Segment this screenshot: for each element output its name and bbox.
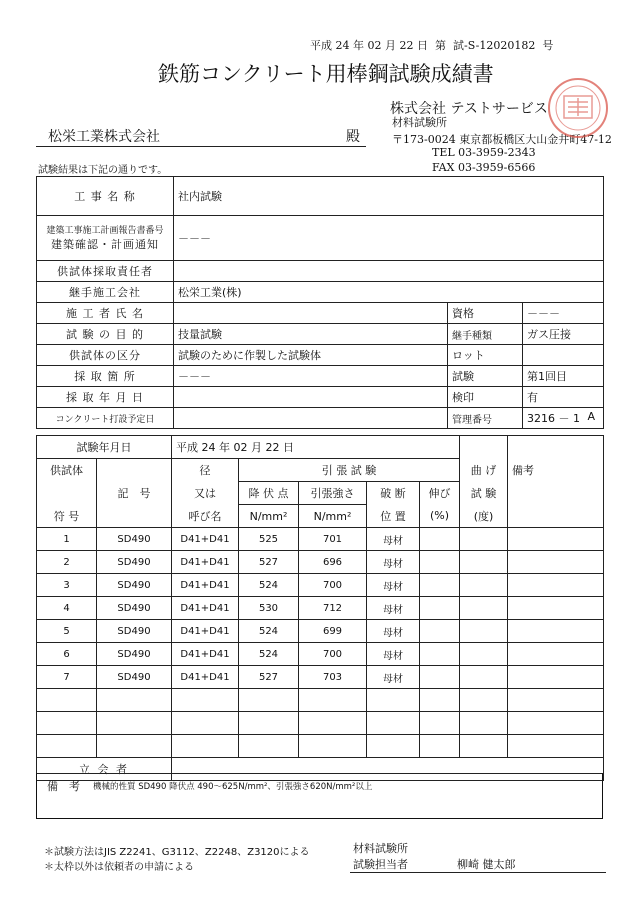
empty-row: [37, 712, 604, 735]
cell-no: 7: [37, 666, 97, 689]
sampling-date-label: 採 取 年 月 日: [37, 387, 174, 408]
cell-bend: [460, 528, 508, 551]
cell-dia: D41+D41: [172, 643, 239, 666]
cell-mark: SD490: [97, 574, 172, 597]
tester-underline: [350, 872, 606, 873]
cell-dia: D41+D41: [172, 574, 239, 597]
joint-company-label: 継手施工会社: [37, 282, 174, 303]
remarks-box: [36, 773, 603, 819]
cell-strength: 701: [299, 528, 367, 551]
table-row: [37, 643, 604, 666]
diameter-header-2: 又は: [172, 482, 239, 505]
diameter-header-1: 径: [172, 459, 239, 482]
info-row-date: [37, 387, 604, 408]
cell-strength: 696: [299, 551, 367, 574]
cell-no: 5: [37, 620, 97, 643]
cell-yield: 524: [239, 574, 299, 597]
document-number: 試-S-12020182: [453, 39, 536, 52]
test-label: 試験: [448, 366, 523, 387]
cell-yield: 530: [239, 597, 299, 620]
cell-elong: [420, 551, 460, 574]
joint-type-label: 継手種類: [448, 324, 523, 345]
cell-elong: [420, 643, 460, 666]
tensile-header: 引 張 試 験: [239, 459, 460, 482]
cell-yield: 527: [239, 551, 299, 574]
seal-value: 有: [523, 387, 604, 408]
info-row-location: [37, 366, 604, 387]
specimen-header-bottom: 符 号: [37, 505, 97, 528]
cell-bend: [460, 666, 508, 689]
test-value: 第1回目: [523, 366, 604, 387]
cell-notes: [508, 666, 604, 689]
cell-break: 母材: [367, 643, 420, 666]
cell-bend: [460, 643, 508, 666]
result-rows: [37, 528, 604, 689]
cell-notes: [508, 597, 604, 620]
cell-yield: 525: [239, 528, 299, 551]
sampler-label: 供試体採取責任者: [37, 261, 174, 282]
pour-date-value: [174, 408, 448, 429]
client-name: 松栄工業株式会社: [48, 129, 160, 145]
specimen-label: 供試体の区分: [37, 345, 174, 366]
table-row: [37, 528, 604, 551]
specimen-value: 試験のために作製した試験体: [174, 345, 448, 366]
cell-no: 6: [37, 643, 97, 666]
specimen-header-top: 供試体: [37, 459, 97, 482]
issuer-company: 株式会社 テストサービス: [390, 101, 548, 117]
cell-bend: [460, 620, 508, 643]
mgmt-no-value: 3216 － 1 A: [523, 408, 604, 429]
cell-mark: SD490: [97, 620, 172, 643]
cell-break: 母材: [367, 574, 420, 597]
cell-notes: [508, 528, 604, 551]
table-row: [37, 666, 604, 689]
header-row-2: [37, 482, 604, 505]
table-row: [37, 551, 604, 574]
issuer-tel: TEL 03-3959-2343: [432, 146, 536, 159]
position-header: 位 置: [367, 505, 420, 528]
cell-no: 2: [37, 551, 97, 574]
info-row-report: [37, 216, 604, 261]
joint-company-value: 松栄工業(株): [174, 282, 604, 303]
qual-value: －－－: [523, 303, 604, 324]
cell-notes: [508, 643, 604, 666]
test-date-label: 試験年月日: [37, 436, 172, 459]
qual-label: 資格: [448, 303, 523, 324]
location-label: 採 取 箇 所: [37, 366, 174, 387]
diameter-header-3: 呼び名: [172, 505, 239, 528]
percent-header: (%): [420, 505, 460, 528]
footer-lab: 材料試験所: [353, 842, 408, 855]
project-name-label: 工 事 名 称: [37, 177, 174, 216]
cell-no: 4: [37, 597, 97, 620]
cell-mark: SD490: [97, 528, 172, 551]
cell-strength: 712: [299, 597, 367, 620]
cell-dia: D41+D41: [172, 597, 239, 620]
cell-strength: 700: [299, 574, 367, 597]
cell-elong: [420, 528, 460, 551]
cell-break: 母材: [367, 597, 420, 620]
worker-value: [174, 303, 448, 324]
lot-label: ロット: [448, 345, 523, 366]
test-results-table: [36, 435, 604, 781]
table-row: [37, 597, 604, 620]
test-date-value: 平成 24 年 02 月 22 日: [172, 436, 460, 459]
cell-bend: [460, 551, 508, 574]
tester-label: 試験担当者: [353, 858, 408, 871]
cell-no: 1: [37, 528, 97, 551]
elongation-header: 伸び: [420, 482, 460, 505]
cell-break: 母材: [367, 666, 420, 689]
info-row-project: [37, 177, 604, 216]
sampler-value: [174, 261, 604, 282]
info-row-pour: [37, 408, 604, 429]
cell-mark: SD490: [97, 643, 172, 666]
intro-text: 試験結果は下記の通りです。: [38, 165, 168, 176]
cell-dia: D41+D41: [172, 666, 239, 689]
purpose-value: 技量試験: [174, 324, 448, 345]
strength-unit: N/mm²: [299, 505, 367, 528]
test-date-row: [37, 436, 604, 459]
yield-header: 降 伏 点: [239, 482, 299, 505]
bend-header-3: (度): [460, 505, 508, 528]
cell-notes: [508, 574, 604, 597]
location-value: －－－: [174, 366, 448, 387]
info-row-worker: [37, 303, 604, 324]
cell-break: 母材: [367, 551, 420, 574]
info-row-specimen: [37, 345, 604, 366]
remarks-text: 機械的性質 SD490 降伏点 490～625N/mm²、引張強さ620N/mm²以上: [93, 782, 373, 792]
cell-mark: SD490: [97, 666, 172, 689]
footer-note-2: ＊太枠以外は依頼者の申請による: [44, 862, 194, 873]
cell-break: 母材: [367, 528, 420, 551]
strength-header: 引張強さ: [299, 482, 367, 505]
pour-date-label: コンクリート打設予定日: [37, 408, 174, 429]
client-honorific: 殿: [346, 129, 360, 145]
sampling-date-value: [174, 387, 448, 408]
cell-elong: [420, 574, 460, 597]
info-row-sampler: [37, 261, 604, 282]
cell-elong: [420, 620, 460, 643]
client-underline: [36, 146, 366, 147]
worker-label: 施 工 者 氏 名: [37, 303, 174, 324]
info-row-joint-company: [37, 282, 604, 303]
report-no-value: －－－: [174, 216, 604, 261]
issuer-fax: FAX 03-3959-6566: [432, 161, 536, 174]
table-row: [37, 620, 604, 643]
cell-dia: D41+D41: [172, 551, 239, 574]
cell-dia: D41+D41: [172, 528, 239, 551]
bend-header-2: 試 験: [460, 482, 508, 505]
header-row-3: [37, 505, 604, 528]
cell-mark: SD490: [97, 597, 172, 620]
notes-header: 備考: [508, 459, 604, 482]
witness-label: 立 会 者: [37, 758, 172, 781]
remarks-label: 備 考: [47, 780, 80, 793]
issuer-address: 〒173-0024 東京都板橋区大山金井町47-12: [392, 133, 612, 146]
cell-yield: 527: [239, 666, 299, 689]
cell-elong: [420, 666, 460, 689]
report-no-label: 建築工事施工計画報告書番号 建築確認・計画通知: [37, 216, 174, 261]
cell-dia: D41+D41: [172, 620, 239, 643]
project-name-value: 社内試験: [174, 177, 604, 216]
lot-value: [523, 345, 604, 366]
info-row-purpose: [37, 324, 604, 345]
project-info-table: [36, 176, 604, 429]
cell-notes: [508, 620, 604, 643]
joint-type-value: ガス圧接: [523, 324, 604, 345]
cell-bend: [460, 597, 508, 620]
break-header: 破 断: [367, 482, 420, 505]
footer-note-1: ＊試験方法はJIS Z2241、G3112、Z2248、Z3120による: [44, 847, 310, 858]
empty-row: [37, 689, 604, 712]
mgmt-no-label: 管理番号: [448, 408, 523, 429]
cell-no: 3: [37, 574, 97, 597]
purpose-label: 試 験 の 目 的: [37, 324, 174, 345]
cell-strength: 699: [299, 620, 367, 643]
cell-yield: 524: [239, 643, 299, 666]
seal-label: 検印: [448, 387, 523, 408]
cell-elong: [420, 597, 460, 620]
company-seal-stamp: [546, 76, 610, 140]
yield-unit: N/mm²: [239, 505, 299, 528]
cell-mark: SD490: [97, 551, 172, 574]
header-row-1: [37, 459, 604, 482]
document-title: 鉄筋コンクリート用棒鋼試験成績書: [158, 62, 494, 86]
cell-strength: 703: [299, 666, 367, 689]
empty-row: [37, 735, 604, 758]
issue-date-line: 平成 24 年 02 月 22 日 第 試-S-12020182 号: [310, 39, 554, 52]
issuer-dept: 材料試験所: [392, 116, 447, 129]
cell-break: 母材: [367, 620, 420, 643]
cell-notes: [508, 551, 604, 574]
mark-header: 記 号: [97, 482, 172, 505]
cell-strength: 700: [299, 643, 367, 666]
cell-bend: [460, 574, 508, 597]
tester-name: 柳崎 健太郎: [457, 858, 516, 871]
bend-header-1: 曲 げ: [460, 459, 508, 482]
cell-yield: 524: [239, 620, 299, 643]
table-row: [37, 574, 604, 597]
